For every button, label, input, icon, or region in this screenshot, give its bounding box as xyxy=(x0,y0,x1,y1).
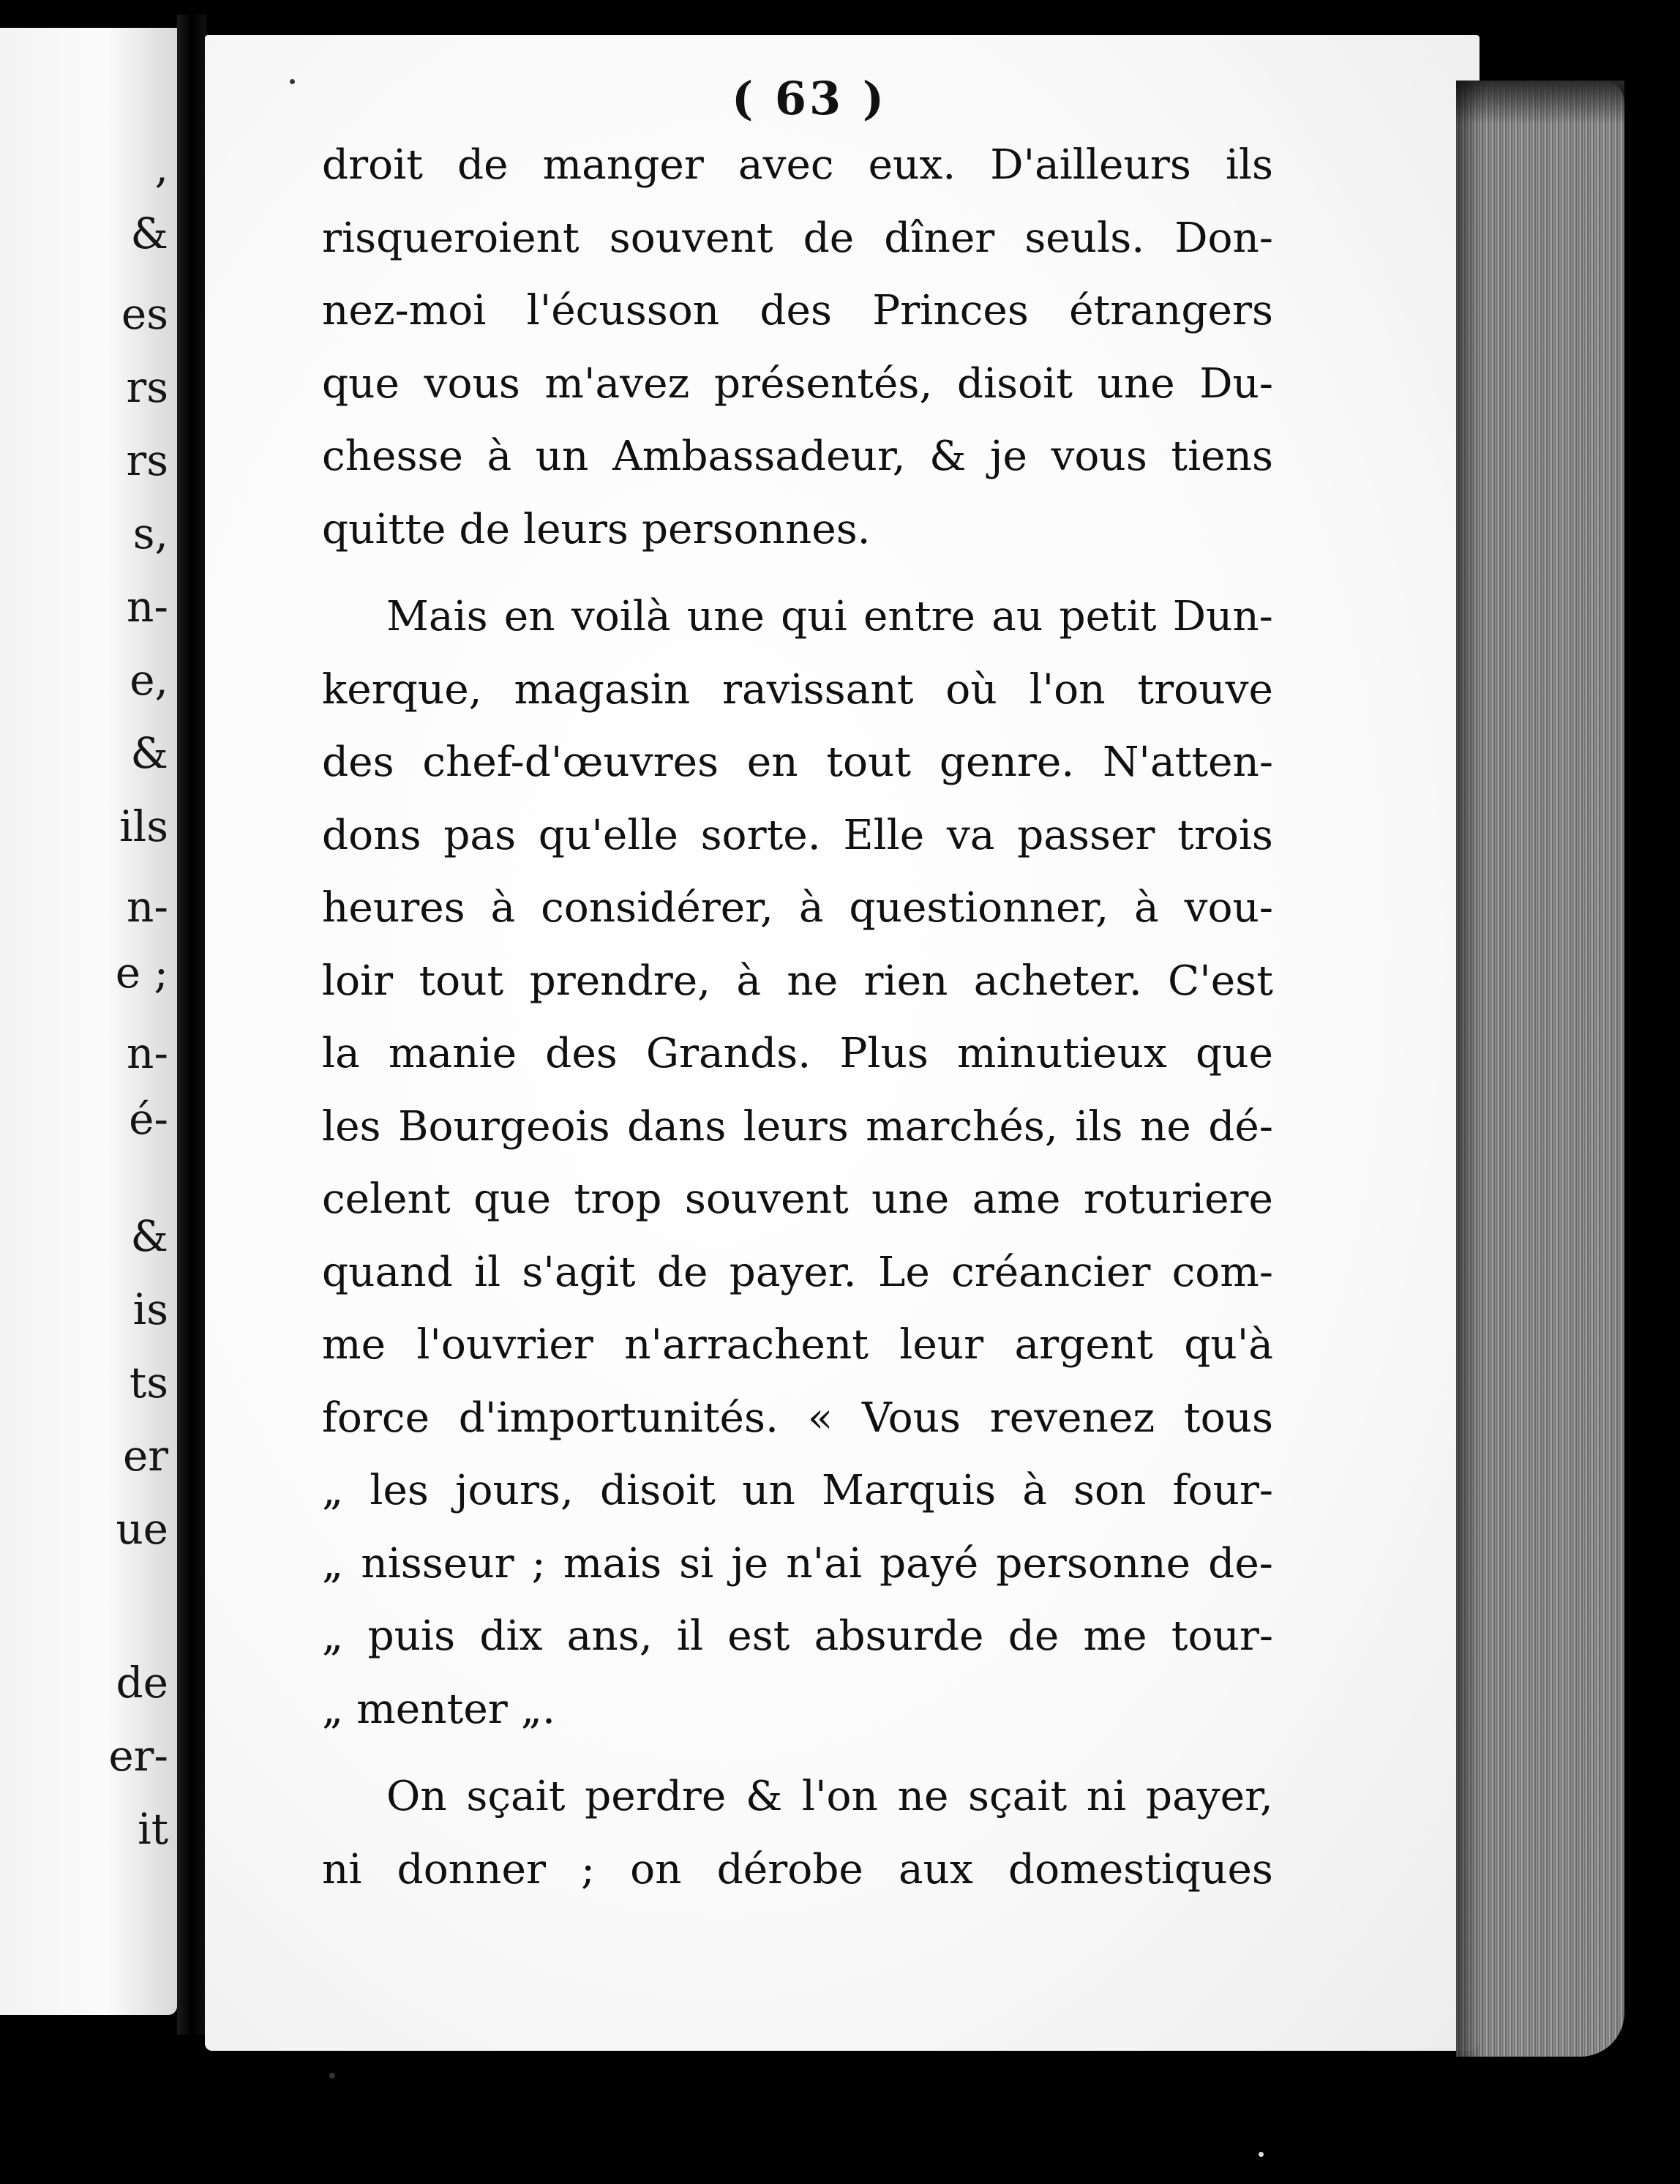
previous-page-line-ending: & xyxy=(130,728,168,778)
text-line: risqueroient souvent de dîner seuls. Don- xyxy=(322,214,1273,262)
previous-page-line-ending: e ; xyxy=(115,948,168,998)
previous-page-line-ending: ts xyxy=(129,1358,168,1407)
previous-page-line-ending: es xyxy=(121,289,168,339)
text-line: droit de manger avec eux. D'ailleurs ils xyxy=(322,141,1273,189)
previous-page-line-ending: ue xyxy=(116,1504,168,1554)
text-line: heures à considérer, à questionner, à vou- xyxy=(322,884,1273,932)
text-line: On sçait perdre & l'on ne sçait ni payer, xyxy=(386,1773,1273,1820)
text-line: „ les jours, disoit un Marquis à son four- xyxy=(322,1467,1273,1514)
text-line: chesse à un Ambassadeur, & je vous tiens xyxy=(322,433,1273,480)
paragraph-gap xyxy=(322,1746,1273,1760)
previous-page-line-ending: ils xyxy=(119,801,168,851)
previous-page-line-ending: er xyxy=(122,1431,168,1481)
scan-speck xyxy=(329,2073,335,2079)
previous-page-line-ending: n- xyxy=(127,582,168,632)
text-line: que vous m'avez présentés, disoit une Du- xyxy=(322,359,1273,408)
page-body-text xyxy=(322,129,1273,1906)
previous-page-line-ending: it xyxy=(138,1804,168,1854)
page-edges-shadow xyxy=(1456,81,1485,2057)
text-line: „ puis dix ans, il est absurde de me tour- xyxy=(322,1612,1273,1660)
previous-page-line-ending: e, xyxy=(130,655,168,705)
text-line: „ menter „. xyxy=(322,1685,555,1733)
text-line: „ nisseur ; mais si je n'ai payé personne de- xyxy=(322,1539,1273,1587)
previous-page-line-ending: is xyxy=(132,1284,168,1334)
previous-page-line-ending: rs xyxy=(126,435,168,485)
previous-page-line-ending: & xyxy=(130,209,168,258)
text-line: ni donner ; on dérobe aux domestiques xyxy=(322,1845,1273,1893)
text-line: force d'importunités. « Vous revenez tous xyxy=(322,1394,1273,1442)
paragraph xyxy=(322,129,1273,566)
text-line: dons pas qu'elle sorte. Elle va passer trois xyxy=(322,811,1273,859)
text-line: nez-moi l'écusson des Princes étrangers xyxy=(322,287,1273,334)
paragraph xyxy=(322,1760,1273,1906)
text-line: me l'ouvrier n'arrachent leur argent qu'à xyxy=(322,1321,1273,1369)
previous-page-line-ending: , xyxy=(154,143,168,192)
previous-page-line-ending: de xyxy=(116,1658,168,1708)
text-line: la manie des Grands. Plus minutieux que xyxy=(322,1030,1273,1077)
text-line: quand il s'agit de payer. Le créancier com- xyxy=(322,1248,1273,1296)
text-line: kerque, magasin ravissant où l'on trouve xyxy=(322,665,1273,714)
previous-page-line-ending: s, xyxy=(132,509,168,558)
paragraph-gap xyxy=(322,566,1273,580)
book-gutter xyxy=(177,15,206,2035)
text-line: Mais en voilà une qui entre au petit Dun- xyxy=(386,593,1273,640)
text-line: loir tout prendre, à ne rien acheter. C'est xyxy=(322,957,1273,1005)
previous-page-line-ending: & xyxy=(130,1211,168,1261)
scan-speck xyxy=(290,79,295,84)
paragraph xyxy=(322,580,1273,1746)
scan-speck xyxy=(1259,2152,1264,2157)
previous-page-line-ending: er- xyxy=(108,1731,168,1781)
text-line: des chef-d'œuvres en tout genre. N'atten- xyxy=(322,738,1273,786)
text-line: quitte de leurs personnes. xyxy=(322,505,871,553)
text-line: celent que trop souvent une ame roturiere xyxy=(322,1175,1273,1223)
previous-page-line-ending: é- xyxy=(129,1094,168,1144)
text-line: les Bourgeois dans leurs marchés, ils ne dé- xyxy=(322,1102,1273,1151)
previous-page-line-ending: n- xyxy=(127,882,168,932)
previous-page-line-ending: rs xyxy=(126,362,168,412)
previous-page-line-ending: n- xyxy=(127,1028,168,1078)
page-number: ( 63 ) xyxy=(732,72,888,125)
